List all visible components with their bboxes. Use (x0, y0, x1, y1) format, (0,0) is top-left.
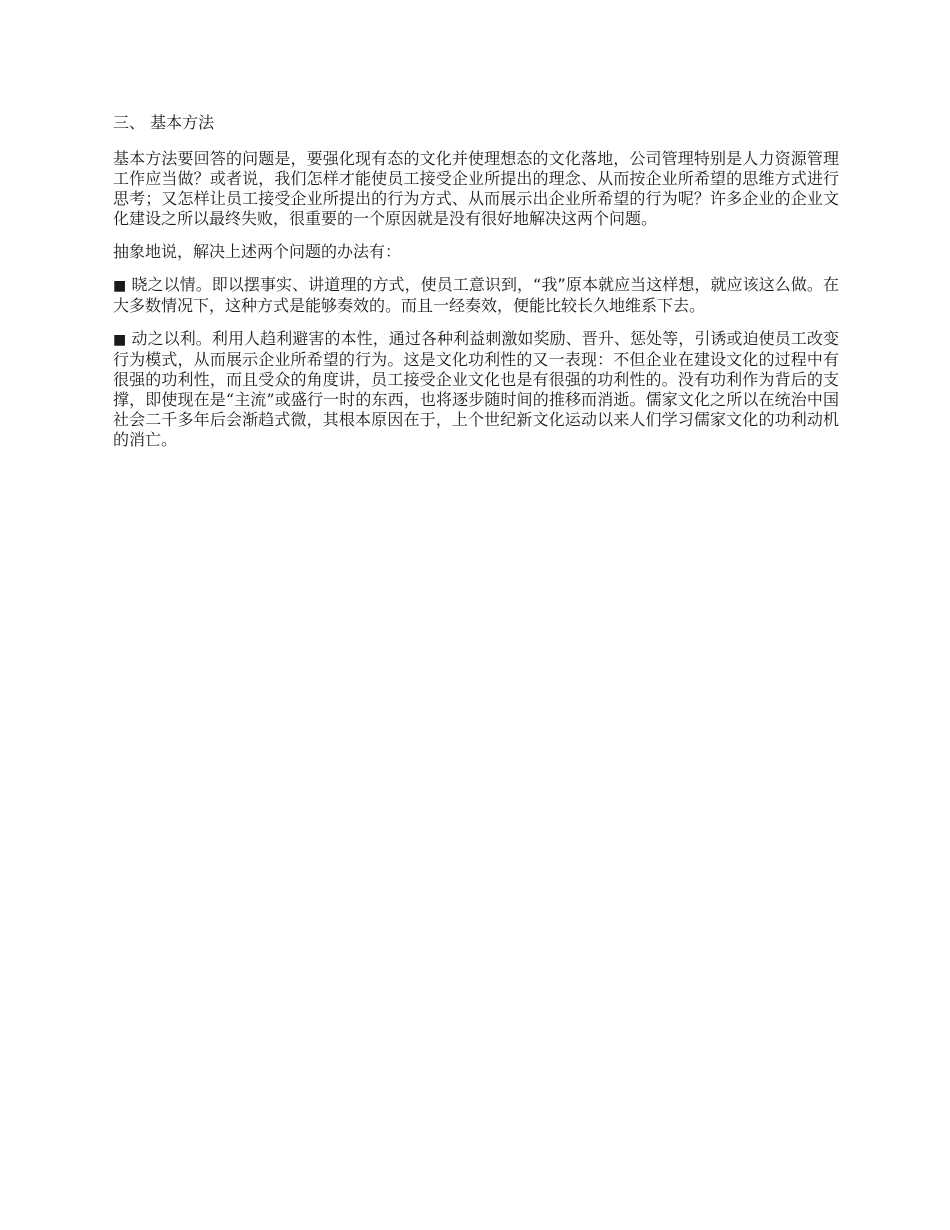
method-lead-text: 动之以利。利用人趋利避害的本性，通过各种利益刺激如奖励、晋升、惩处等，引诱或 (131, 329, 743, 348)
method-lead-text: 晓之以情。即以摆事实、讲道理的方式，使员工意识到，“我”原本就应当这样想，就应 (131, 275, 743, 294)
section-heading: 三、 基本方法 (113, 113, 215, 132)
bullet-square-icon: ■ (113, 332, 127, 348)
document-body (113, 112, 839, 463)
method-body-text: 该这么做。在大多数情况下，这种方式是能够奏效的。而且一经奏效，便能比较长久地维系下去。 (113, 275, 839, 315)
bullet-square-icon: ■ (113, 278, 127, 294)
method-body-text: 迫使员工改变行为模式，从而展示企业所希望的行为。这是文化功利性的又一表现：不但企业在建设文化的过程中有很强的功利性，而且受众的角度讲，员工接受企业文化也是有很强的功利性的。没有功利作为背后的支撑，即使现在是“主流”或盛行一时的东西，也将逐步随时间的推移而消逝。儒家文化之所以在统治中国社会二千多年后会渐趋式微，其根本原因在于，上个世纪新文化运动以来人们学习儒家文化的功利动机的消亡。 (113, 329, 839, 449)
intro-paragraph: 基本方法要回答的问题是，要强化现有态的文化并使理想态的文化落地，公司管理特别是人力资源管理工作应当做？或者说，我们怎样才能使员工接受企业所提出的理念、从而按企业所希望的思维方式进行思考；又怎样让员工接受企业所提出的行为方式、从而展示出企业所希望的行为呢？许多企业的企业文化建设之所以最终失败，很重要的一个原因就是没有很好地解决这两个问题。 (113, 149, 839, 228)
method-item (113, 275, 839, 316)
method-item (113, 329, 839, 450)
lead-in-paragraph: 抽象地说，解决上述两个问题的办法有： (113, 242, 402, 261)
